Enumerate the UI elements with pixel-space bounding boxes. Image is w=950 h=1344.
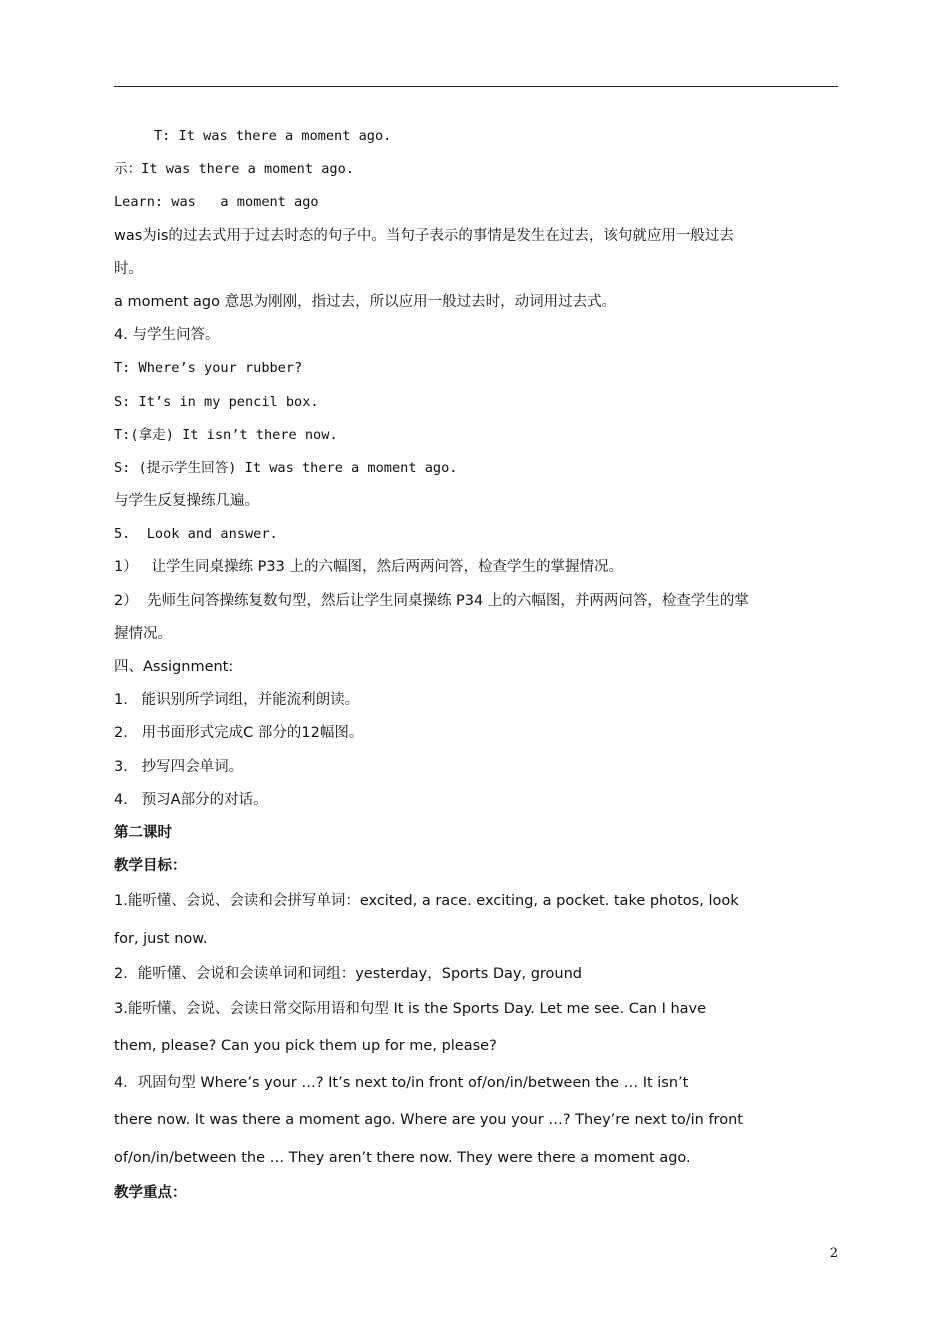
text-line: 3.能听懂、会说、会读日常交际用语和句型 It is the Sports Day. Let me see. Can I have [114,1000,707,1017]
text-line: 2. 用书面形式完成C 部分的12幅图。 [114,725,364,742]
text-line: T: It was there a moment ago. [154,128,392,144]
text-line: them, please? Can you pick them up for me, please? [114,1038,497,1055]
text-line: 示：It was there a moment ago. [114,161,354,178]
text-line: 5. Look and answer. [114,526,278,543]
text-line: T:(拿走) It isn’t there now. [114,426,338,443]
section-heading: 第二课时 [114,824,172,841]
text-line: 四、Assignment: [114,659,234,675]
text-line: was为is的过去式用于过去时态的句子中。当句子表示的事情是发生在过去，该句就应用一般过去 [114,227,734,244]
text-line: S: (提示学生回答) It was there a moment ago. [114,459,458,476]
text-line: S: It’s in my pencil box. [114,393,319,410]
text-line: a moment ago 意思为刚刚，指过去，所以应用一般过去时，动词用过去式。 [114,293,617,310]
text-line: 1） 让学生同桌操练 P33 上的六幅图，然后两两问答，检查学生的掌握情况。 [114,559,623,576]
text-line: 1. 能识别所学词组，并能流利朗读。 [114,692,360,709]
text-line: 3. 抄写四会单词。 [114,758,244,775]
text-line: for, just now. [114,930,208,947]
text-line: 与学生反复操练几遍。 [114,493,259,510]
text-line: 2．能听懂、会说和会读单词和词组：yesterday，Sports Day, ground [114,965,583,982]
section-heading: 教学目标： [114,858,187,875]
header-rule [114,86,838,87]
text-line: of/on/in/between the … They aren’t there now. They were there a moment ago. [114,1149,691,1166]
section-heading: 教学重点： [114,1184,187,1201]
text-line: Learn: was a moment ago [114,194,319,211]
text-line: there now. It was there a moment ago. Where are you your …? They’re next to/in front [114,1112,743,1129]
text-line: 4. 预习A部分的对话。 [114,791,268,808]
text-line: 1.能听懂、会说、会读和会拼写单词：excited, a race. exciting, a pocket. take photos, look [114,893,739,910]
page-number: 2 [829,1246,838,1261]
document-body [114,120,838,1210]
text-line: 4．巩固句型 Where’s your …? It’s next to/in front of/on/in/between the … It isn’t [114,1075,689,1092]
text-line: 2） 先师生问答操练复数句型，然后让学生同桌操练 P34 上的六幅图，并两两问答，检查学生的掌 [114,592,749,609]
text-line: 时。 [114,260,143,277]
text-line: 4. 与学生问答。 [114,327,220,344]
text-line: 握情况。 [114,625,172,642]
text-line: T: Where’s your rubber? [114,360,303,377]
